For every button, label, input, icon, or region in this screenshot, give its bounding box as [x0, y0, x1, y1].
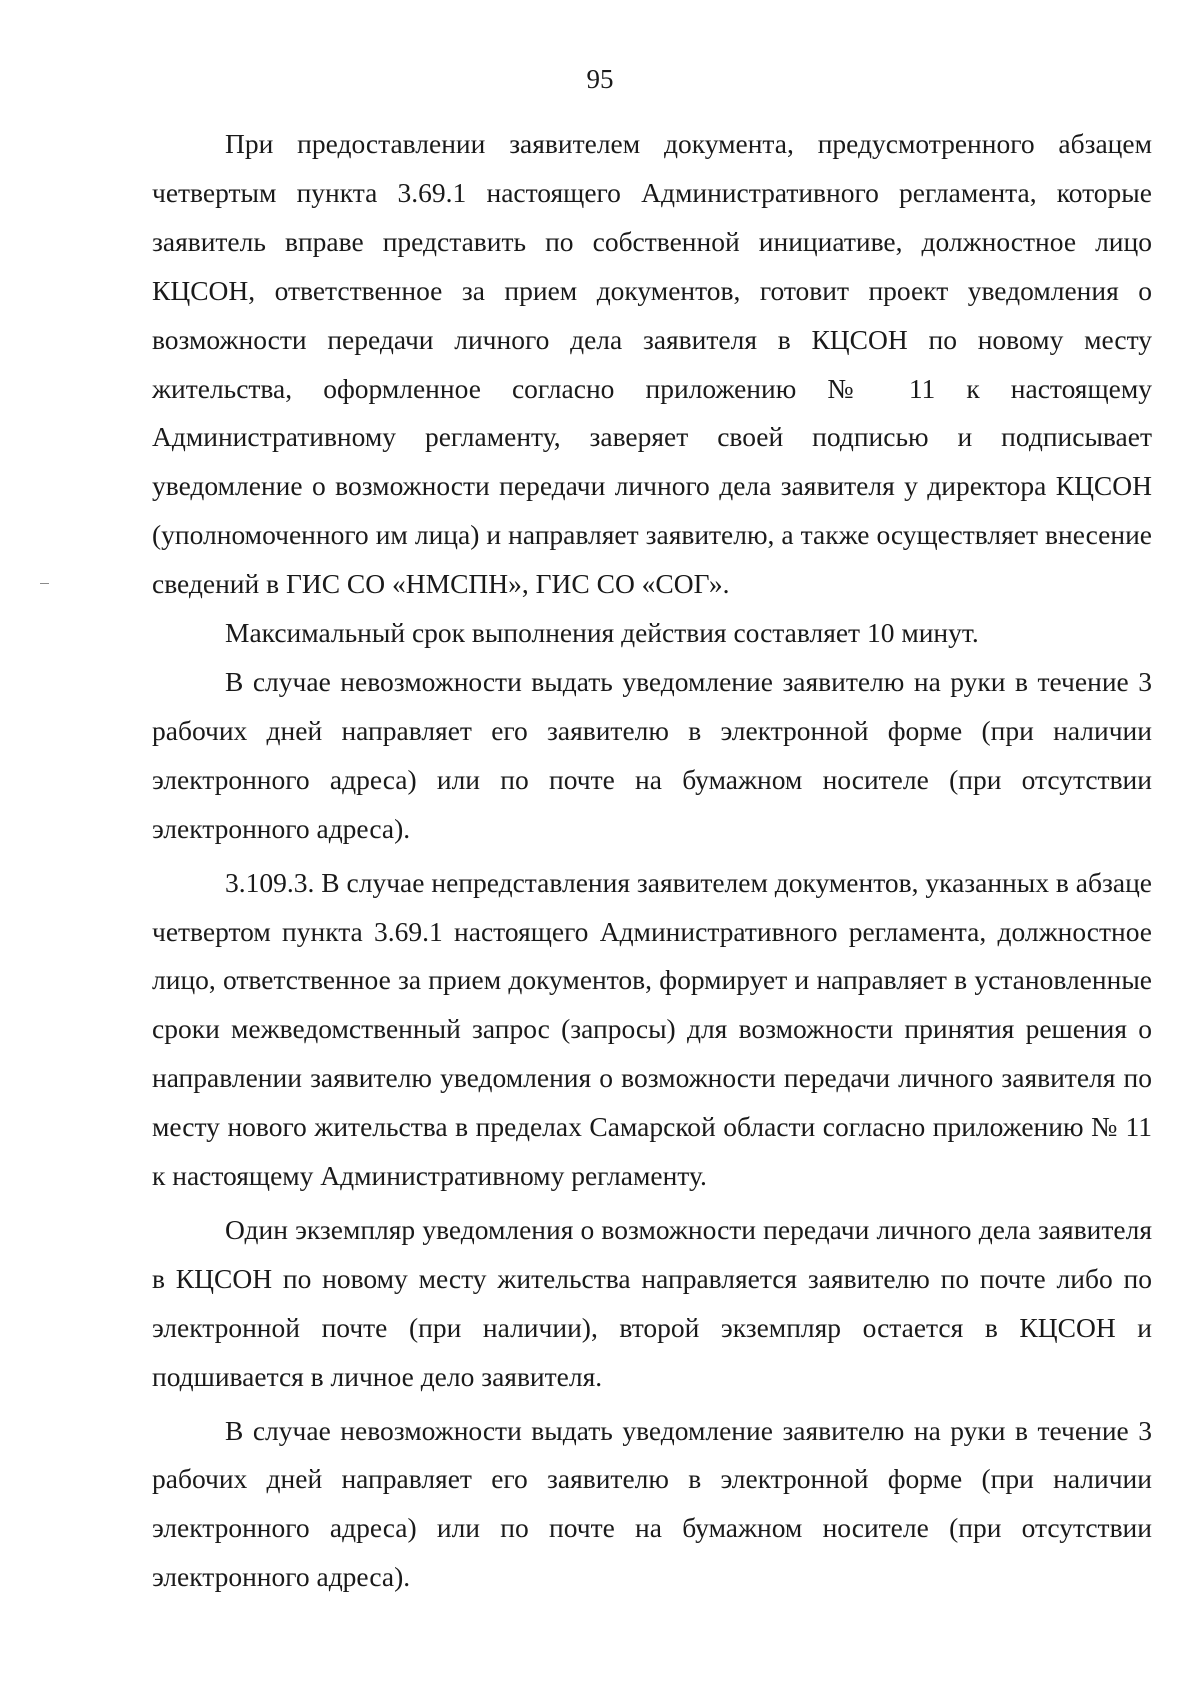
paragraph-max-duration: Максимальный срок выполнения действия составляет 10 минут. — [225, 617, 979, 649]
paragraph-notification-draft: При предоставлении заявителем документа, предусмотренного абзацем четвертым пункта 3.69.1 настоящего Административного регламента, которые заявитель вправе представить по собственной инициативе, должностное лицо КЦСОН, ответственное за прием документов, готовит проект уведомления о возможности передачи личного дела заявителя в КЦСОН по новому месту жительства, оформленное согласно приложению № 11 к настоящему Административному регламенту, заверяет своей подписью и подписывает уведомление о возможности передачи личного дела заявителя у директора КЦСОН (уполномоченного им лица) и направляет заявителю, а также осуществляет внесение сведений в ГИС СО «НМСПН», ГИС СО «СОГ». — [152, 128, 1152, 600]
paragraph-delivery-fallback: В случае невозможности выдать уведомление заявителю на руки в течение 3 рабочих дней направляет его заявителю в электронной форме (при наличии электронного адреса) или по почте на бумажном носителе (при отсутствии электронного адреса). — [152, 665, 1152, 844]
document-body — [152, 120, 1152, 1602]
paragraph-section-3-109-3: 3.109.3. В случае непредставления заявителем документов, указанных в абзаце четвертом пункта 3.69.1 настоящего Административного регламента, должностное лицо, ответственное за прием документов, формирует и направляет в установленные сроки межведомственный запрос (запросы) для возможности принятия решения о направлении заявителю уведомления о возможности передачи личного заявителя по месту нового жительства в пределах Самарской области согласно приложению № 11 к настоящему Административному регламенту. — [152, 866, 1152, 1192]
page-number: 95 — [586, 64, 614, 94]
margin-mark — [40, 583, 49, 584]
paragraph-delivery-fallback-repeat: В случае невозможности выдать уведомление заявителю на руки в течение 3 рабочих дней направляет его заявителю в электронной форме (при наличии электронного адреса) или по почте на бумажном носителе (при отсутствии электронного адреса). — [152, 1414, 1152, 1593]
paragraph-copy-distribution: Один экземпляр уведомления о возможности передачи личного дела заявителя в КЦСОН по новому месту жительства направляется заявителю по почте либо по электронной почте (при наличии), второй экземпляр остается в КЦСОН и подшивается в личное дело заявителя. — [152, 1213, 1152, 1392]
